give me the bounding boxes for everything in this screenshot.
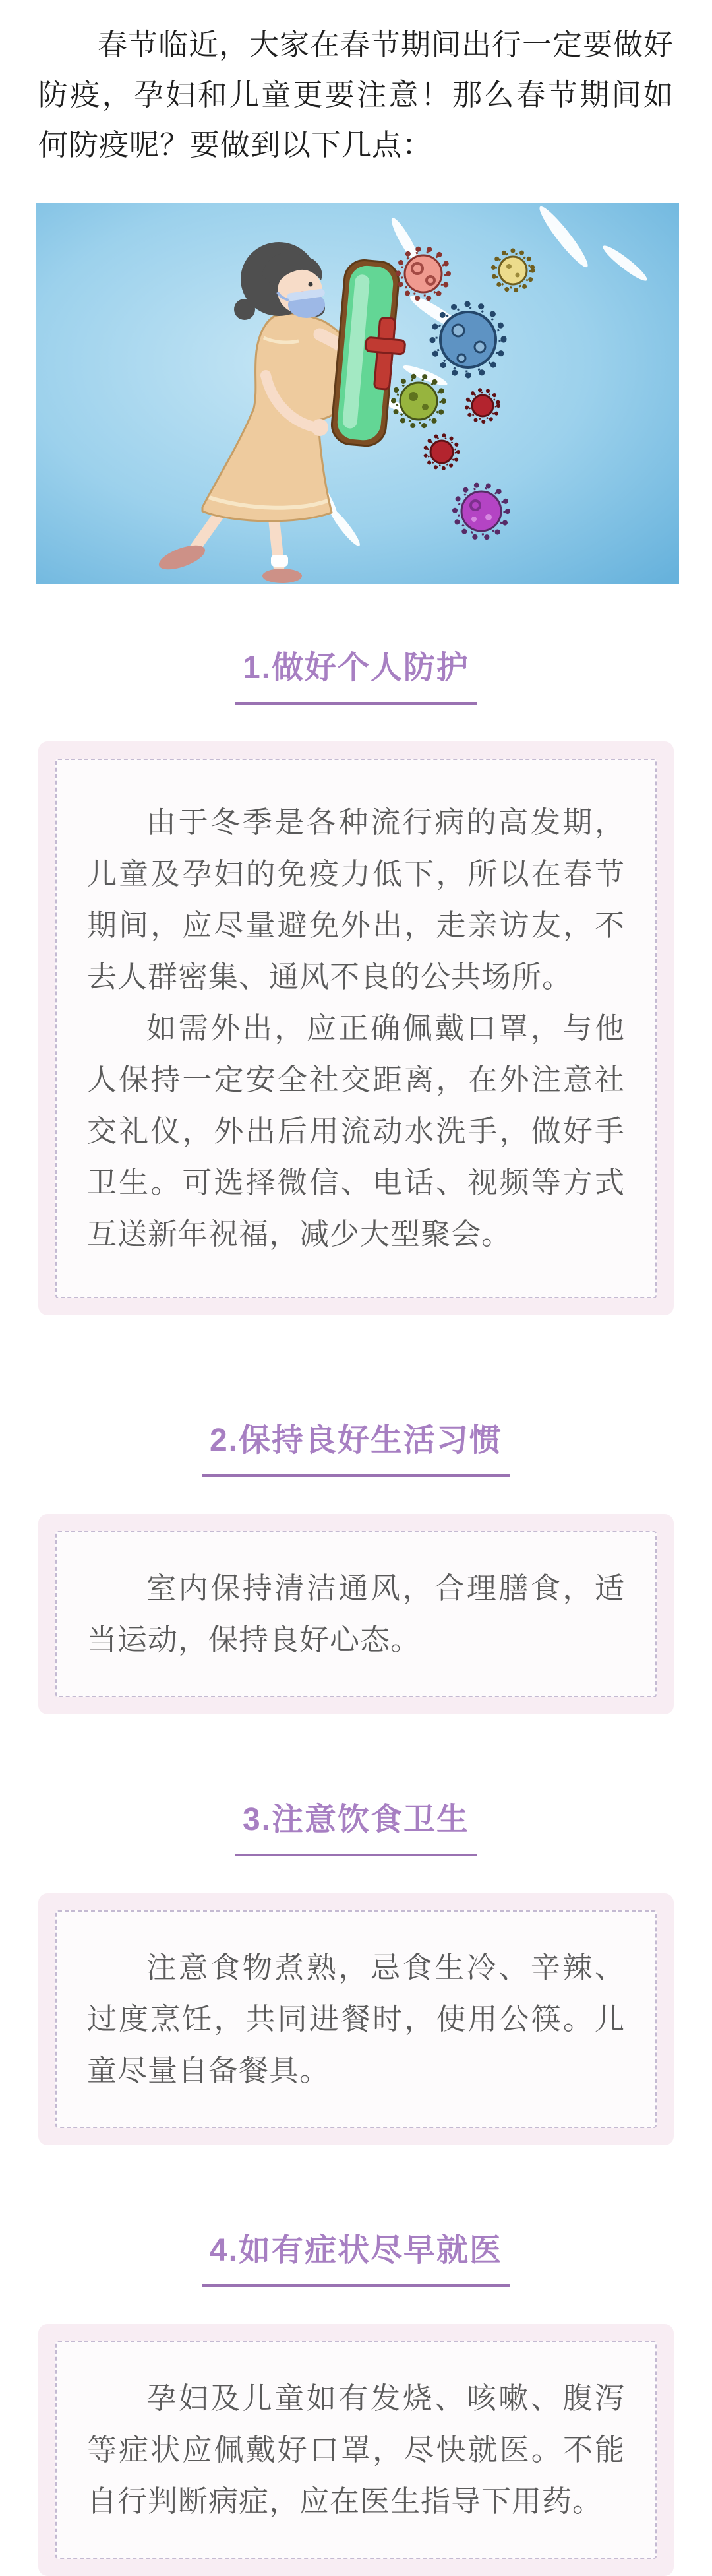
card-paragraph: 如需外出，应正确佩戴口罩，与他人保持一定安全社交距离，在外注意社交礼仪，外出后用流动水洗手，做好手卫生。可选择微信、电话、视频等方式互送新年祝福，减少大型聚会。	[87, 1011, 625, 1251]
content-card	[55, 1531, 657, 1697]
article	[0, 20, 712, 2576]
section-title: 3.注意饮食卫生	[235, 1794, 477, 1856]
section-personal-protection	[0, 642, 712, 1315]
section-title: 4.如有症状尽早就医	[202, 2224, 510, 2287]
content-panel	[38, 741, 674, 1315]
content-panel	[38, 1893, 674, 2145]
content-panel	[38, 1514, 674, 1714]
card-paragraph: 室内保持清洁通风，合理膳食，适当运动，保持良好心态。	[87, 1571, 625, 1656]
illustration-figure	[36, 203, 679, 584]
content-card	[55, 759, 657, 1298]
card-paragraph: 孕妇及儿童如有发烧、咳嗽、腹泻等症状应佩戴好口罩，尽快就医。不能自行判断病症，应在医生指导下用药。	[87, 2381, 625, 2518]
content-panel	[38, 2324, 674, 2576]
card-paragraph: 注意食物煮熟，忌食生冷、辛辣、过度烹饪，共同进餐时，使用公筷。儿童尽量自备餐具。	[87, 1951, 625, 2087]
virus-blue-icon	[432, 304, 504, 375]
illustration-image	[36, 203, 679, 584]
content-card	[55, 2341, 657, 2559]
section-seek-medical-care	[0, 2224, 712, 2576]
section-food-hygiene	[0, 1794, 712, 2145]
section-heading-wrap	[0, 2224, 712, 2287]
eye	[309, 282, 313, 287]
slipper	[262, 569, 302, 583]
section-heading-wrap	[0, 642, 712, 705]
section-good-habits	[0, 1414, 712, 1714]
intro-paragraph: 春节临近，大家在春节期间出行一定要做好防疫，孕妇和儿童更要注意！那么春节期间如何防疫呢？要做到以下几点：	[38, 28, 674, 162]
card-paragraph: 由于冬季是各种流行病的高发期，儿童及孕妇的免疫力低下，所以在春节期间，应尽量避免外出，走亲访友，不去人群密集、通风不良的公共场所。	[87, 805, 625, 993]
section-title: 1.做好个人防护	[235, 642, 477, 705]
section-title: 2.保持良好生活习惯	[202, 1414, 510, 1477]
section-heading-wrap	[0, 1414, 712, 1477]
section-heading-wrap	[0, 1794, 712, 1856]
content-card	[55, 1910, 657, 2128]
